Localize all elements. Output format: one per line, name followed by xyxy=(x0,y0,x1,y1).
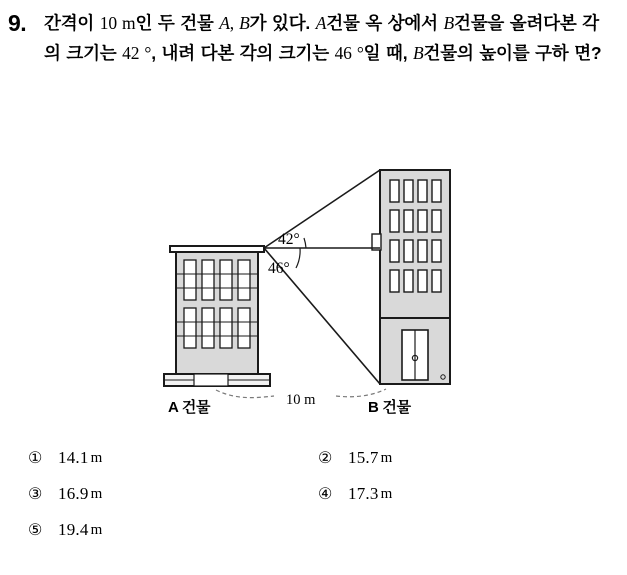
choice-4[interactable] xyxy=(318,484,608,504)
choice-3-marker: ③ xyxy=(28,486,43,503)
choice-2-marker: ② xyxy=(318,450,333,467)
elevation-angle-value: 42 ° xyxy=(122,43,152,63)
choice-2-value: 15.7 xyxy=(348,448,379,467)
label-distance: 10 m xyxy=(286,392,316,408)
figure-diagram xyxy=(150,158,470,420)
figure-svg xyxy=(150,158,470,420)
building-a-symbol: A xyxy=(219,13,230,33)
angle-arc-down xyxy=(296,248,300,268)
choice-2-unit: m xyxy=(380,449,393,466)
question-line-3: 다본 각의 크기는 46 °일 때, B건물의 높이를 구하 xyxy=(200,43,569,63)
choice-2[interactable] xyxy=(318,448,608,468)
choice-5-marker: ⑤ xyxy=(28,522,43,539)
choice-row xyxy=(28,476,608,512)
choice-3-unit: m xyxy=(90,485,103,502)
building-b-symbol: B xyxy=(239,13,250,33)
choice-4-unit: m xyxy=(380,485,393,502)
choice-3-value: 16.9 xyxy=(58,484,89,503)
choice-1-marker: ① xyxy=(28,450,43,467)
question-line-4: 면? xyxy=(574,43,602,63)
depression-angle-value: 46 ° xyxy=(334,43,364,63)
building-b-symbol-4: B xyxy=(413,43,424,63)
choice-1[interactable] xyxy=(28,448,318,468)
choice-4-marker: ④ xyxy=(318,486,333,503)
choice-row xyxy=(28,440,608,476)
question-number: 9. xyxy=(8,10,27,36)
question-line-2: 상에서 B건물을 올려다본 각의 크기는 42 °, 내려 xyxy=(44,13,599,63)
building-b-group xyxy=(372,170,450,384)
choice-3[interactable] xyxy=(28,484,318,504)
angle-arc-up xyxy=(304,238,306,248)
choice-row xyxy=(28,512,608,548)
angle-label-elevation: 42° xyxy=(278,231,300,248)
choice-5-unit: m xyxy=(90,521,103,538)
question-block xyxy=(0,8,627,68)
choice-5-value: 19.4 xyxy=(58,520,89,539)
building-a-group xyxy=(164,246,270,386)
label-building-b: B 건물 xyxy=(368,399,411,416)
choice-4-value: 17.3 xyxy=(348,484,379,503)
label-building-a: A 건물 xyxy=(168,399,211,416)
building-b-symbol-3: B xyxy=(443,13,454,33)
question-text xyxy=(44,8,607,68)
building-a-symbol-2: A xyxy=(315,13,327,33)
answer-choices xyxy=(28,440,608,548)
angle-label-depression: 46° xyxy=(268,260,290,277)
gap-value: 10 m xyxy=(99,13,136,33)
choice-1-value: 14.1 xyxy=(58,448,89,467)
choice-1-unit: m xyxy=(90,449,103,466)
question-line-1: 간격이 10 m인 두 건물 A, B가 있다. A건물 옥 xyxy=(44,13,383,33)
choice-5[interactable] xyxy=(28,520,318,540)
